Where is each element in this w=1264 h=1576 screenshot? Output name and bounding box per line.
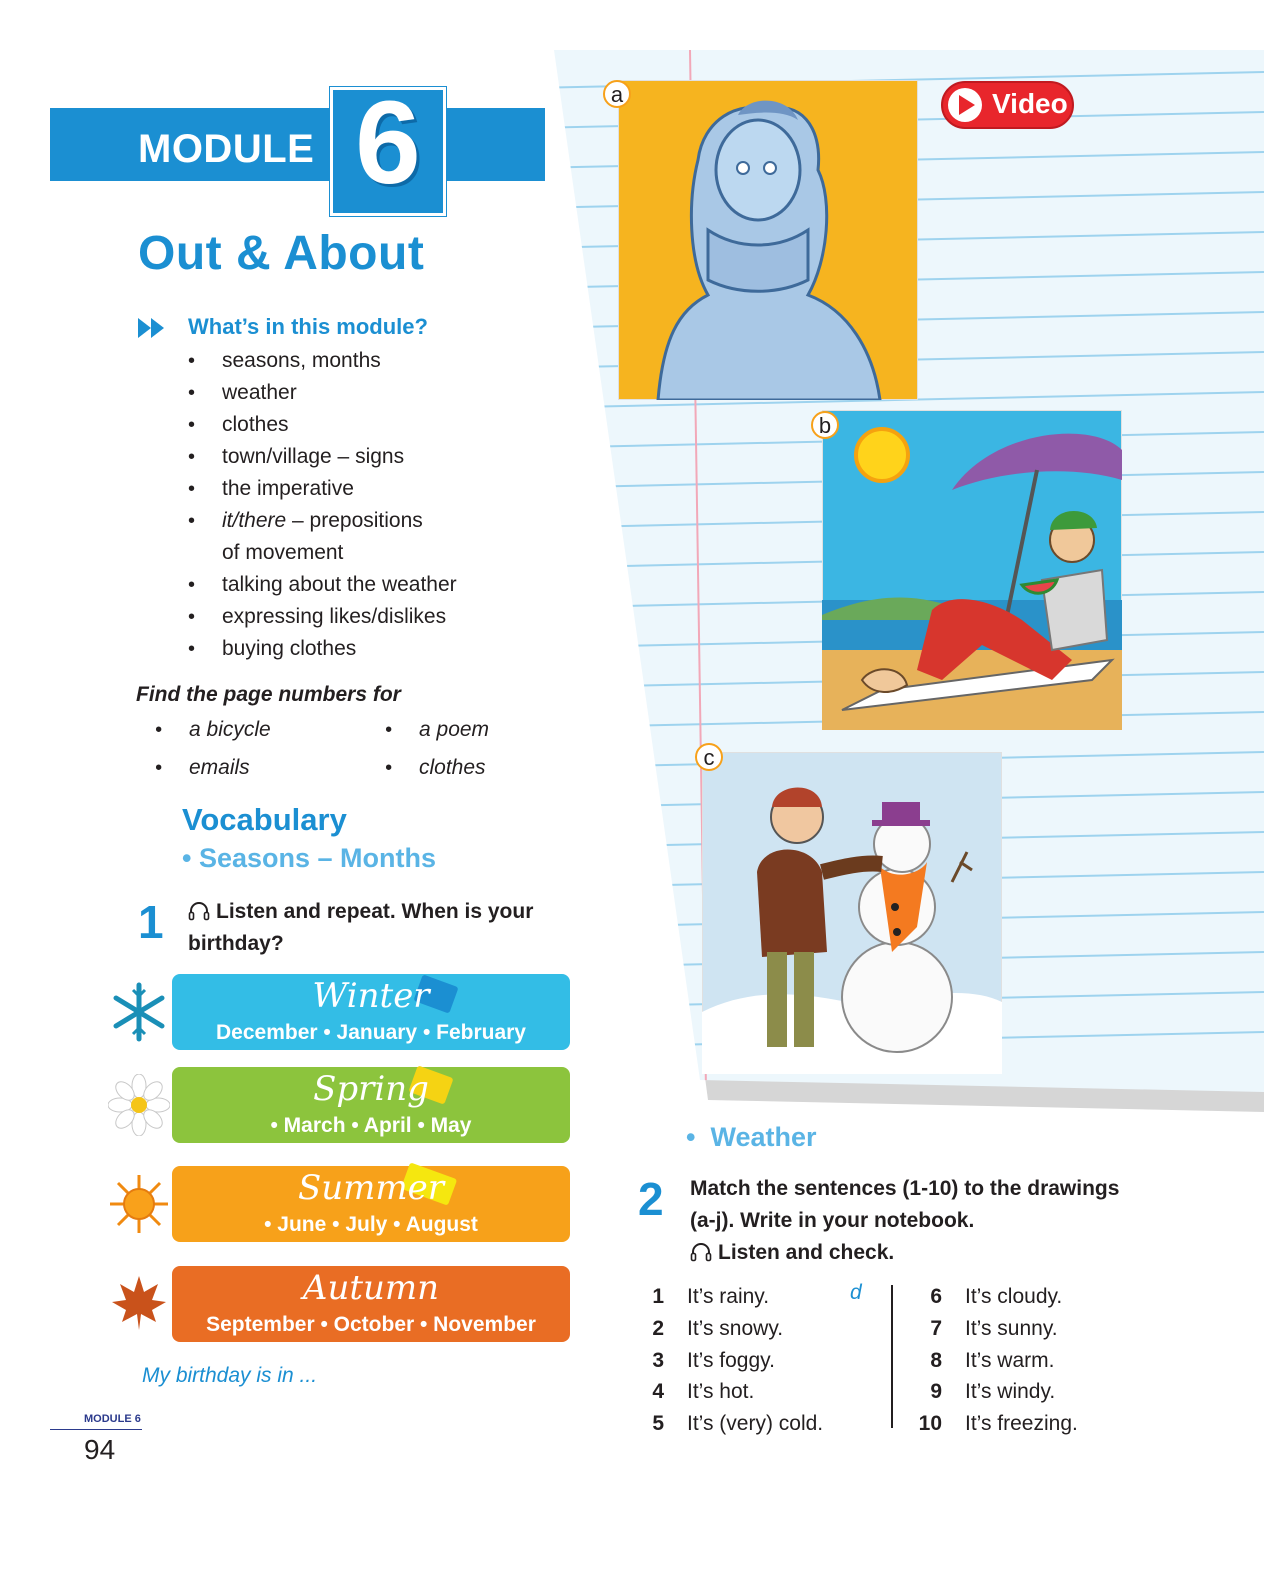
headphones-icon[interactable] xyxy=(188,901,210,921)
sentence-text: It’s foggy. xyxy=(687,1349,775,1372)
list-item: • emails xyxy=(155,749,345,787)
snowflake-icon xyxy=(108,981,170,1043)
fast-forward-icon xyxy=(138,318,168,338)
season-months: • March • April • May xyxy=(270,1114,472,1137)
snowman-illustration xyxy=(702,752,1002,1074)
exercise-2-instruction xyxy=(690,1173,1150,1269)
sentence-number: 7 xyxy=(930,1317,942,1340)
sentence-number: 1 xyxy=(652,1285,664,1308)
column-divider xyxy=(891,1285,893,1428)
list-item xyxy=(188,505,528,537)
sentence-text: It’s windy. xyxy=(965,1380,1056,1403)
sentence-number: 6 xyxy=(930,1285,942,1308)
video-button[interactable] xyxy=(940,80,1075,130)
sentence-text: It’s (very) cold. xyxy=(687,1412,824,1435)
list-item: of movement xyxy=(222,541,344,564)
season-name: Spring xyxy=(313,1069,429,1109)
season-name: Winter xyxy=(312,976,430,1016)
list-item: • clothes xyxy=(385,749,575,787)
exercise-2-listen-text: Listen and check. xyxy=(718,1241,895,1264)
sentence-number: 5 xyxy=(652,1412,664,1435)
sentence-number: 4 xyxy=(652,1380,664,1403)
vocabulary-heading: Vocabulary xyxy=(182,802,347,837)
season-summer xyxy=(172,1166,570,1242)
list-item: • the imperative xyxy=(188,473,528,505)
daisy-icon xyxy=(108,1074,170,1136)
headphones-icon[interactable] xyxy=(690,1242,712,1262)
sentence-row xyxy=(912,1281,1112,1313)
maple-leaf-icon xyxy=(108,1272,170,1334)
sentence-text: It’s hot. xyxy=(687,1380,755,1403)
exercise-1-number: 1 xyxy=(138,896,164,948)
list-item-rest: – prepositions xyxy=(286,509,423,532)
sentence-text: It’s sunny. xyxy=(965,1317,1058,1340)
season-months: • June • July • August xyxy=(264,1213,478,1236)
picture-label-b: b xyxy=(811,411,839,439)
season-autumn xyxy=(172,1266,570,1342)
sentence-row xyxy=(912,1313,1112,1345)
sentence-text: It’s cloudy. xyxy=(965,1285,1063,1308)
list-item: • a bicycle xyxy=(155,711,345,749)
seasons-months-text: Seasons – Months xyxy=(198,843,437,873)
weather-subheading: • Weather xyxy=(686,1122,817,1152)
exercise-2-number: 2 xyxy=(638,1173,664,1225)
season-name: Summer xyxy=(297,1168,445,1208)
list-item: • talking about the weather xyxy=(188,569,528,601)
list-item: • weather xyxy=(188,377,528,409)
module-number: 6 xyxy=(355,77,421,209)
sentence-text: It’s freezing. xyxy=(965,1412,1078,1435)
sentence-text: It’s rainy. xyxy=(687,1285,770,1308)
frozen-man-illustration xyxy=(618,80,918,400)
sentence-row xyxy=(634,1408,884,1440)
list-item: • buying clothes xyxy=(188,633,528,665)
list-item: • a poem xyxy=(385,711,575,749)
sentence-number: 3 xyxy=(652,1349,664,1372)
sentence-row xyxy=(634,1376,884,1408)
example-answer: d xyxy=(850,1281,862,1304)
page-title: Out & About xyxy=(138,227,425,280)
sentence-row xyxy=(912,1376,1112,1408)
birthday-prompt: My birthday is in ... xyxy=(142,1364,318,1387)
beach-illustration xyxy=(822,410,1122,730)
module-label: MODULE xyxy=(138,127,315,171)
exercise-1-text: Listen and repeat. When is your birthday? xyxy=(188,900,534,955)
season-months: September • October • November xyxy=(206,1313,536,1336)
season-name: Autumn xyxy=(302,1268,440,1308)
sentence-row xyxy=(634,1313,884,1345)
sentence-text: It’s snowy. xyxy=(687,1317,784,1340)
sentence-row xyxy=(912,1408,1112,1440)
picture-label-a: a xyxy=(603,80,631,108)
sentence-number: 10 xyxy=(918,1412,942,1435)
footer-module-label: MODULE 6 xyxy=(84,1413,141,1425)
picture-label-c: c xyxy=(695,743,723,771)
sentence-number: 2 xyxy=(652,1317,664,1340)
footer-divider xyxy=(50,1429,142,1430)
season-spring xyxy=(172,1067,570,1143)
sentence-text: It’s warm. xyxy=(965,1349,1055,1372)
video-button-label: Video xyxy=(992,88,1068,119)
exercise-1-instruction xyxy=(188,896,548,960)
weather-text: Weather xyxy=(710,1122,817,1152)
sentence-number: 9 xyxy=(930,1380,942,1403)
sentence-row xyxy=(634,1345,884,1377)
find-list-left xyxy=(155,711,345,787)
list-item-italic: it/there xyxy=(222,509,287,532)
whats-in-module-heading: What’s in this module? xyxy=(188,314,428,339)
sentence-row xyxy=(912,1345,1112,1377)
exercise-2-text: Match the sentences (1-10) to the drawings (a-j). Write in your notebook. xyxy=(690,1177,1120,1232)
list-item: • expressing likes/dislikes xyxy=(188,601,528,633)
sentence-number: 8 xyxy=(930,1349,942,1372)
list-item: • seasons, months xyxy=(188,345,528,377)
season-winter xyxy=(172,974,570,1050)
season-months: December • January • February xyxy=(215,1021,526,1044)
seasons-months-subheading: • Seasons – Months xyxy=(182,843,437,873)
sentence-row xyxy=(634,1281,884,1313)
list-item: • clothes xyxy=(188,409,528,441)
sun-icon xyxy=(108,1173,170,1235)
list-item: • town/village – signs xyxy=(188,441,528,473)
find-page-numbers-heading: Find the page numbers for xyxy=(136,683,401,706)
module-contents-list xyxy=(188,345,528,665)
page-number: 94 xyxy=(84,1434,116,1465)
